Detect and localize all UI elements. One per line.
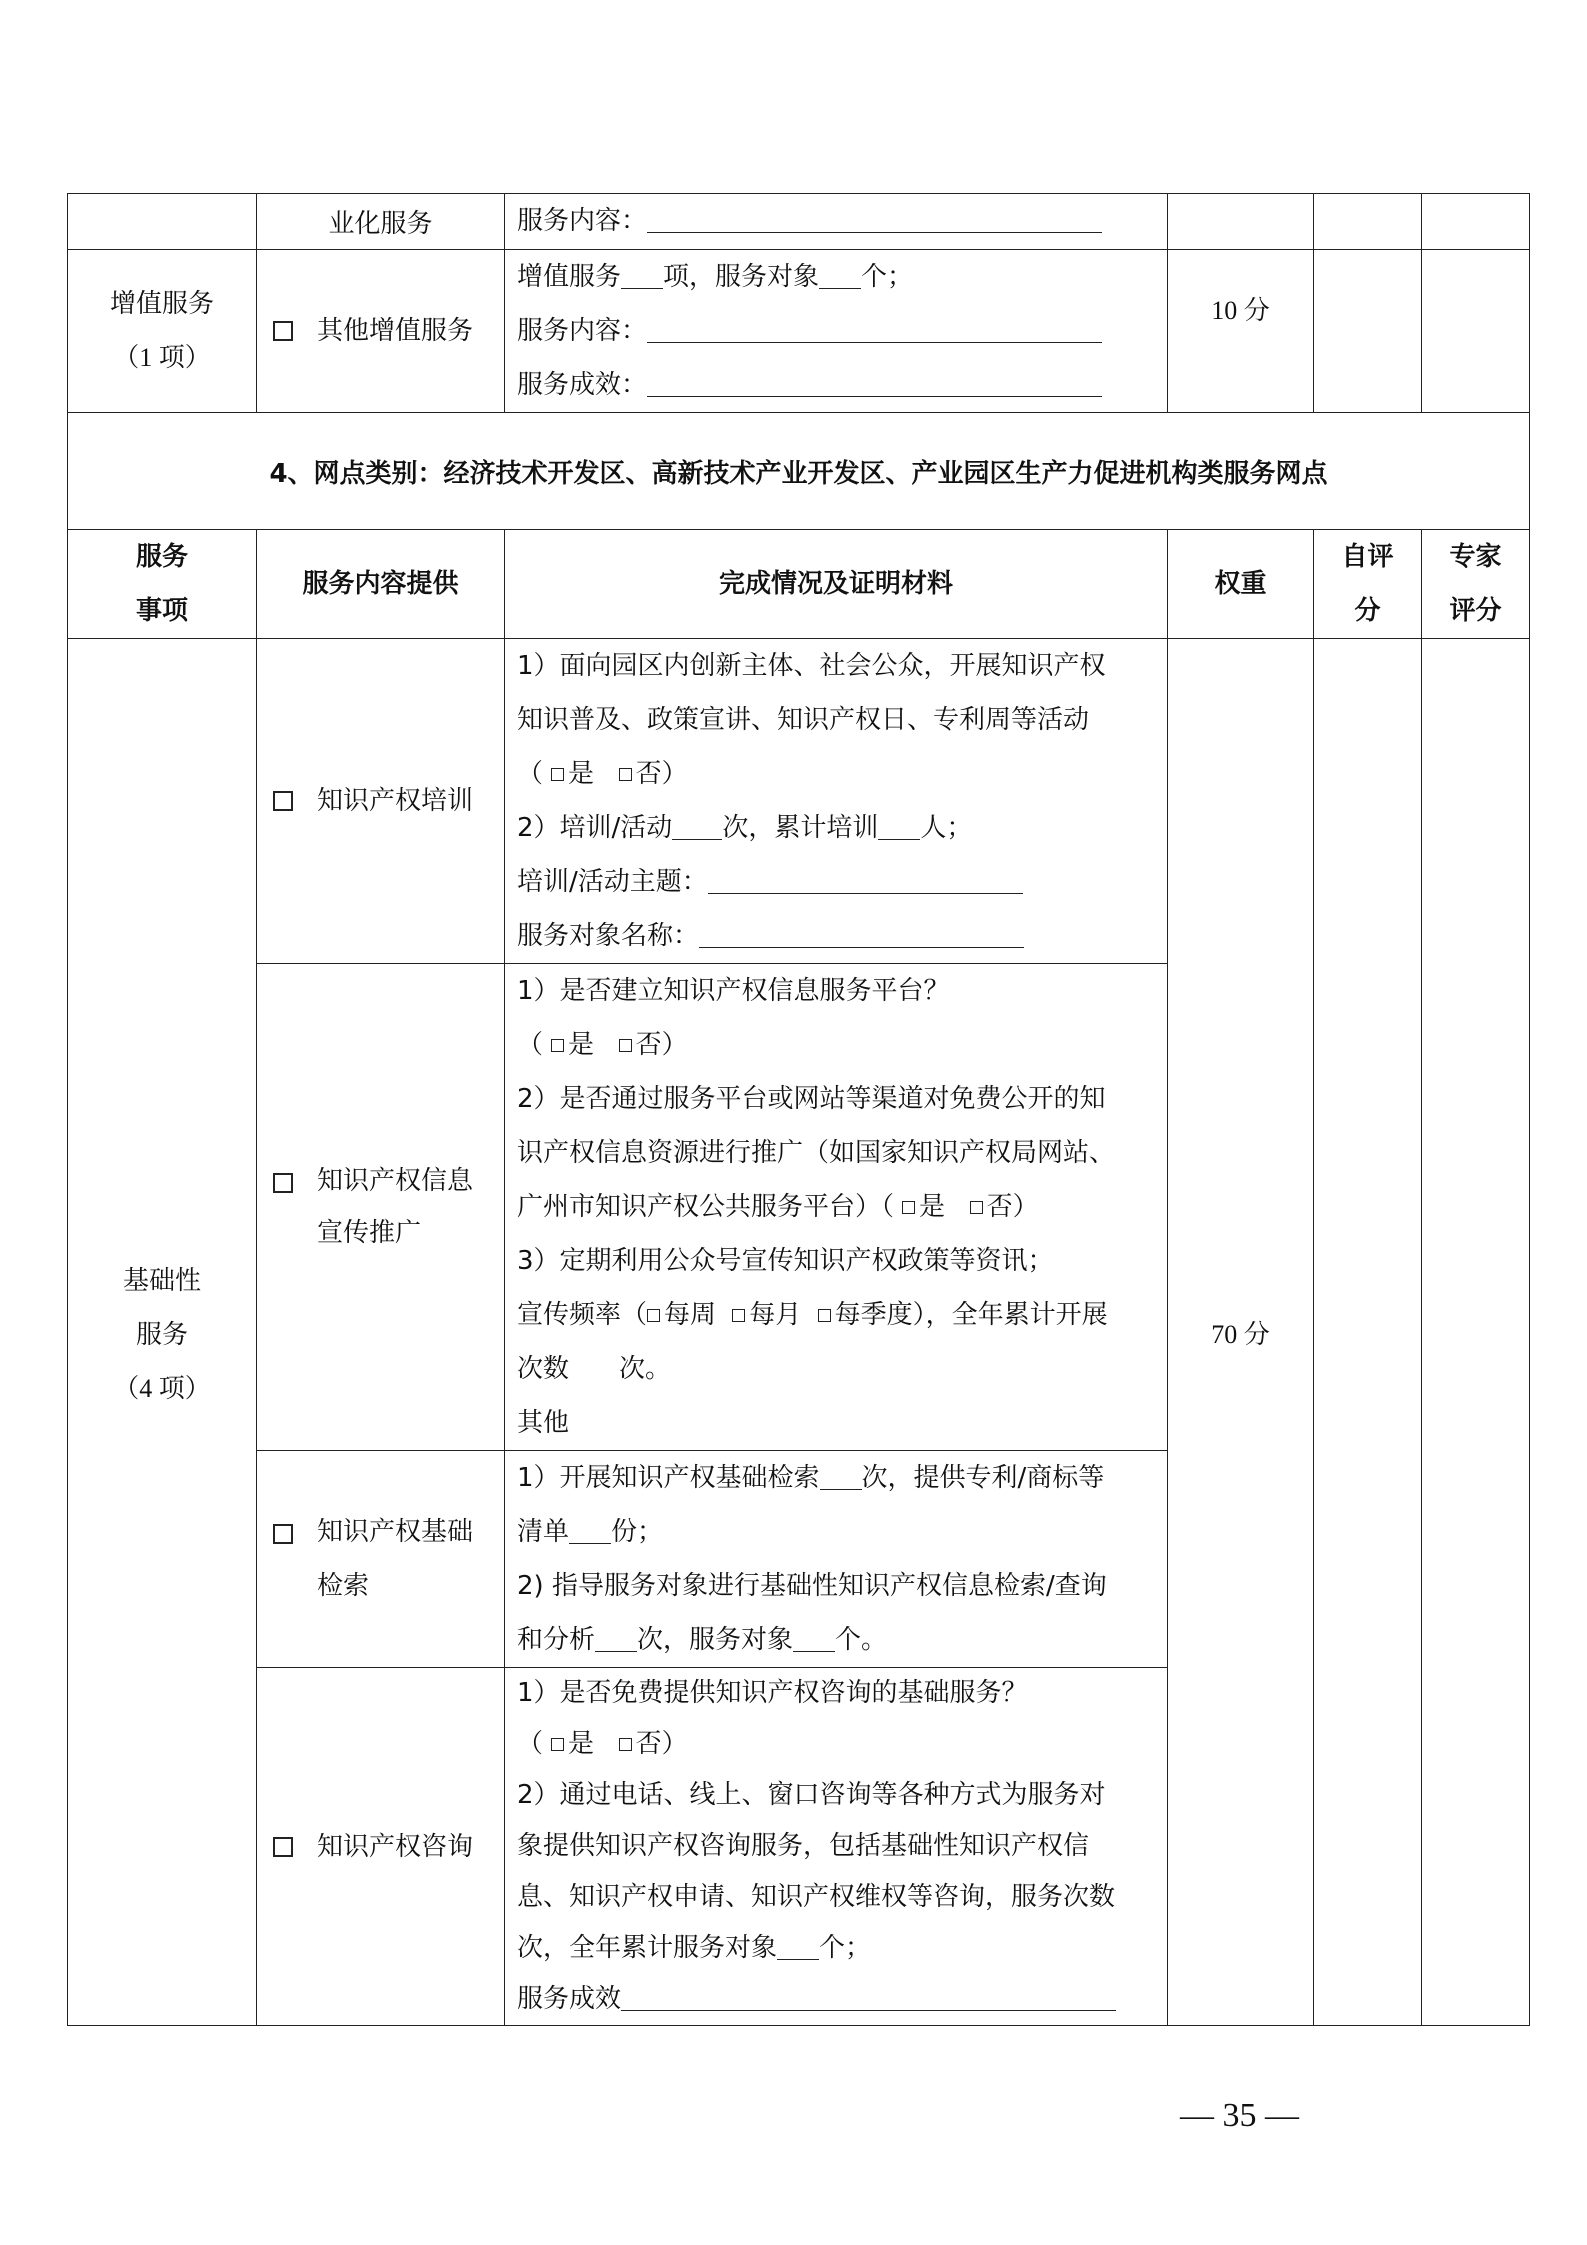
header-expert-score: 专家 评分: [1422, 530, 1530, 639]
self-score-cell[interactable]: [1314, 639, 1422, 2026]
checkbox-icon[interactable]: [619, 1039, 632, 1052]
header-service-item: 服务 事项: [68, 530, 257, 639]
content-cell: 增值服务 项，服务对象 个； 服务内容： 服务成效：: [505, 250, 1168, 413]
header-weight: 权重: [1168, 530, 1314, 639]
checkbox-icon[interactable]: [647, 1309, 660, 1322]
checkbox-icon[interactable]: [902, 1201, 915, 1214]
weight-cell: 10 分: [1168, 250, 1314, 413]
item-cell[interactable]: 知识产权咨询: [257, 1668, 505, 2026]
table-row: [68, 639, 1530, 964]
checkbox-icon[interactable]: [273, 321, 293, 341]
checkbox-icon[interactable]: [273, 1173, 293, 1193]
checkbox-icon[interactable]: [818, 1309, 831, 1322]
checkbox-icon[interactable]: [970, 1201, 983, 1214]
table-row: [68, 413, 1530, 530]
header-self-score: 自评 分: [1314, 530, 1422, 639]
table-row: [68, 250, 1530, 413]
checkbox-icon[interactable]: [732, 1309, 745, 1322]
weight-cell: 70 分: [1168, 639, 1314, 2026]
self-score-cell[interactable]: [1314, 194, 1422, 250]
section-title: 4、网点类别：经济技术开发区、高新技术产业开发区、产业园区生产力促进机构类服务网点: [68, 413, 1530, 530]
table-header-row: [68, 530, 1530, 639]
checkbox-icon[interactable]: [551, 1738, 564, 1751]
item-cell[interactable]: 知识产权信息 宣传推广: [257, 964, 505, 1451]
checkbox-icon[interactable]: [619, 1738, 632, 1751]
content-cell: 1）是否建立知识产权信息服务平台？ （ 是 否） 2）是否通过服务平台或网站等渠道对免费公开的知 识产权信息资源进行推广（如国家知识产权局网站、 广州市知识产权公共服务平台）（ 是 否） 3）定期利用公众号宣传知识产权政策等资讯； 宣传频率（ 每周 每月 每季度），全年累计开展 次数 次。 其他: [505, 964, 1168, 1451]
page-number: — 35 —: [1180, 2097, 1299, 2134]
checkbox-icon[interactable]: [273, 1524, 293, 1544]
content-cell: 服务内容：: [505, 194, 1168, 250]
item-cell[interactable]: 知识产权基础 检索: [257, 1451, 505, 1668]
content-cell: 1）面向园区内创新主体、社会公众，开展知识产权 知识普及、政策宣讲、知识产权日、专利周等活动 （ 是 否） 2）培训/活动 次，累计培训 人； 培训/活动主题： 服务对象名称：: [505, 639, 1168, 964]
header-content: 服务内容提供: [257, 530, 505, 639]
category-cell: 增值服务 （1 项）: [68, 250, 257, 413]
checkbox-icon[interactable]: [619, 768, 632, 781]
category-cell: 基础性 服务 （4 项）: [68, 639, 257, 2026]
table-row: [68, 194, 1530, 250]
checkbox-icon[interactable]: [551, 1039, 564, 1052]
category-cell: [68, 194, 257, 250]
item-cell: 业化服务: [257, 194, 505, 250]
expert-score-cell[interactable]: [1422, 250, 1530, 413]
item-cell[interactable]: 知识产权培训: [257, 639, 505, 964]
evaluation-table: [67, 193, 1530, 2026]
content-blank[interactable]: [647, 202, 1102, 233]
checkbox-icon[interactable]: [273, 1837, 293, 1857]
header-completion: 完成情况及证明材料: [505, 530, 1168, 639]
expert-score-cell[interactable]: [1422, 639, 1530, 2026]
content-cell: 1）是否免费提供知识产权咨询的基础服务？ （ 是 否） 2）通过电话、线上、窗口咨询等各种方式为服务对 象提供知识产权咨询服务，包括基础性知识产权信 息、知识产权申请、知识产权维权等咨询，服务次数 次，全年累计服务对象 个； 服务成效: [505, 1668, 1168, 2026]
checkbox-icon[interactable]: [551, 768, 564, 781]
item-cell[interactable]: 其他增值服务: [257, 250, 505, 413]
checkbox-icon[interactable]: [273, 791, 293, 811]
expert-score-cell[interactable]: [1422, 194, 1530, 250]
weight-cell: [1168, 194, 1314, 250]
content-cell: 1）开展知识产权基础检索 次，提供专利/商标等 清单 份； 2) 指导服务对象进行基础性知识产权信息检索/查询 和分析 次，服务对象 个。: [505, 1451, 1168, 1668]
self-score-cell[interactable]: [1314, 250, 1422, 413]
